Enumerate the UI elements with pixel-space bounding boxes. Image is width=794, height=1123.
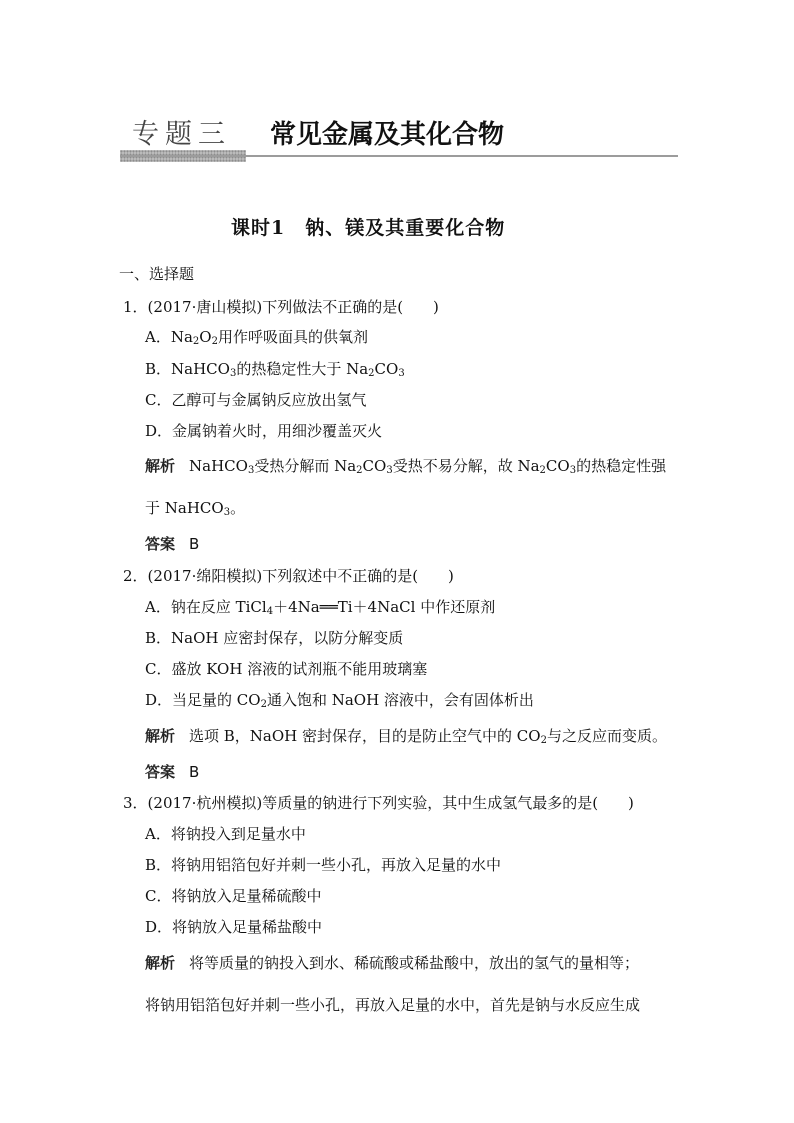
question-1-option-b: B．NaHCO$_3$的热稳定性大于 $Na_2CO_3$: [145, 360, 405, 379]
question-2-option-b: B．NaOH 应密封保存，以防分解变质: [145, 629, 404, 647]
section-title: 一、选择题: [119, 265, 195, 283]
analysis-label: 解析: [145, 727, 176, 745]
question-2-stem: 2．(2017·绵阳模拟)下列叙述中不正确的是( ): [123, 567, 454, 585]
question-2-option-a: A．钠在反应 TiCl$_4$＋4Na══Ti＋4NaCl 中作还原剂: [145, 598, 496, 617]
analysis-label: 解析: [145, 954, 176, 972]
question-1-analysis-line-1: 解析 NaHCO$_3$受热分解而 $Na_2CO_3$受热不易分解，故 $Na_2CO_3$的热稳定性强: [145, 457, 667, 476]
chapter-title: 常见金属及其化合物: [270, 120, 505, 150]
question-1-stem: 1．(2017·唐山模拟)下列做法不正确的是( ): [123, 298, 439, 316]
analysis-label: 解析: [145, 457, 176, 475]
chapter-label: 专题三: [132, 119, 231, 150]
question-1-analysis-line-2: 于 NaHCO$_3$。: [145, 499, 246, 518]
question-3-analysis-line-1: 解析 将等质量的钠投入到水、稀硫酸或稀盐酸中，放出的氢气的量相等；: [145, 954, 640, 972]
question-1-option-d: D．金属钠着火时，用细沙覆盖灭火: [145, 422, 383, 440]
question-3-stem: 3．(2017·杭州模拟)等质量的钠进行下列实验，其中生成氢气最多的是( ): [123, 794, 634, 812]
question-2-answer: 答案 B: [145, 763, 200, 781]
question-3-option-a: A．将钠投入到足量水中: [145, 825, 306, 843]
question-2-option-d: D．当足量的 $CO_2$通入饱和 NaOH 溶液中，会有固体析出: [145, 691, 534, 710]
question-3-analysis-line-2: 将钠用铝箔包好并刺一些小孔，再放入足量的水中，首先是钠与水反应生成: [145, 996, 641, 1014]
question-2-option-c: C．盛放 KOH 溶液的试剂瓶不能用玻璃塞: [145, 660, 428, 678]
answer-label: 答案: [145, 763, 176, 781]
question-2-analysis: 解析 选项 B，NaOH 密封保存，目的是防止空气中的 $CO_2$与之反应而变质。: [145, 727, 667, 746]
question-3-option-b: B．将钠用铝箔包好并刺一些小孔，再放入足量的水中: [145, 856, 502, 874]
header-rule: [120, 155, 678, 157]
lesson-title: 课时1 钠、镁及其重要化合物: [231, 217, 506, 239]
question-1-option-c: C．乙醇可与金属钠反应放出氢气: [145, 391, 367, 409]
question-1-option-a: A．$Na_2O_2$用作呼吸面具的供氧剂: [145, 328, 368, 347]
question-1-answer: 答案 B: [145, 535, 200, 553]
question-3-option-c: C．将钠放入足量稀硫酸中: [145, 887, 322, 905]
question-3-option-d: D．将钠放入足量稀盐酸中: [145, 918, 323, 936]
answer-label: 答案: [145, 535, 176, 553]
